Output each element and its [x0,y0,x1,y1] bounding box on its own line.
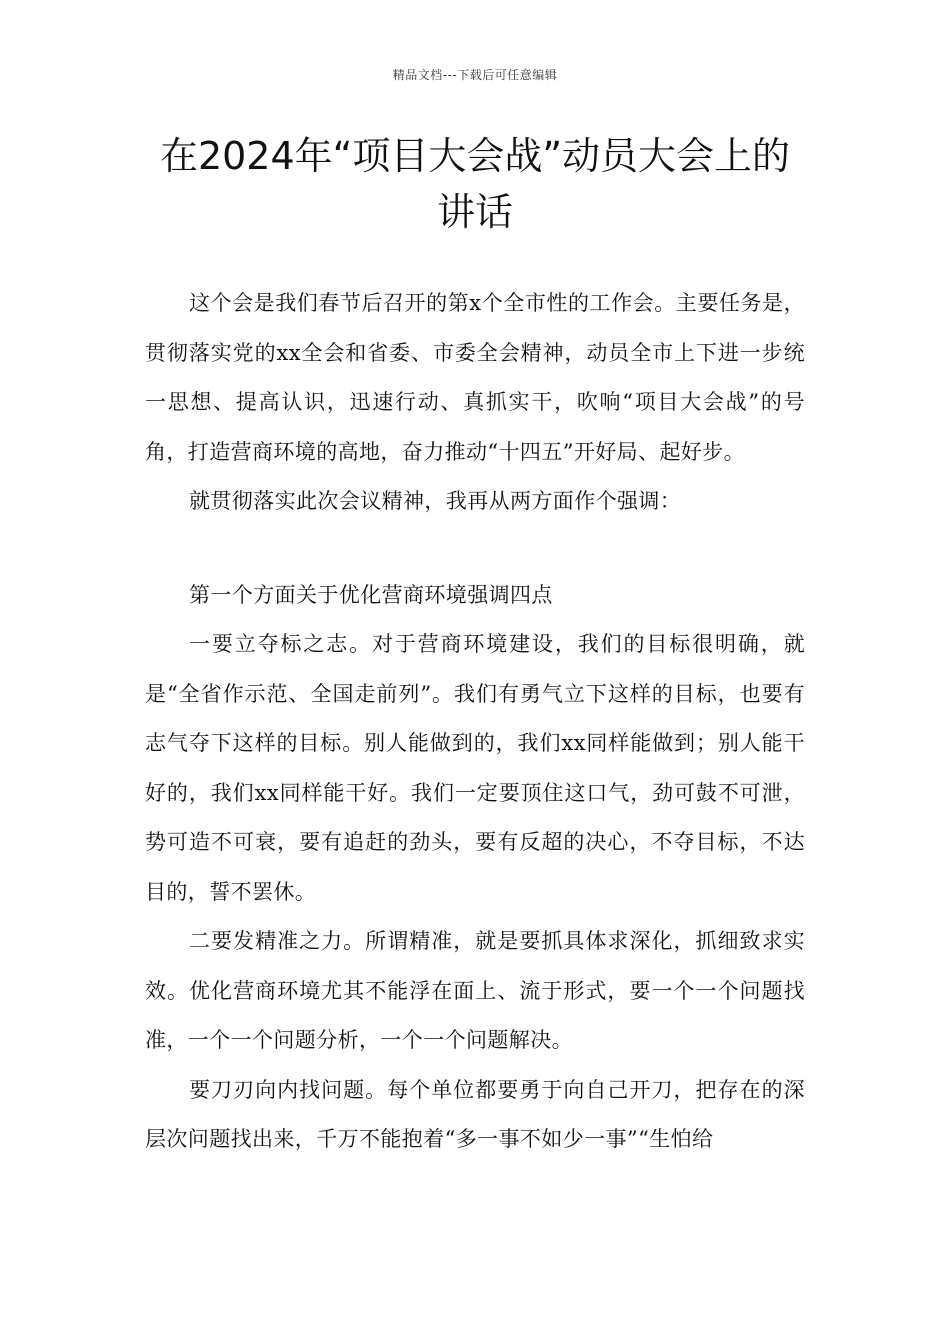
section-spacer [145,527,805,571]
paragraph-emphasis: 就贯彻落实此次会议精神，我再从两方面作个强调： [189,489,682,513]
document-title: 在2024年“项目大会战”动员大会上的讲话 [159,134,791,234]
document-body [145,279,805,1165]
section-heading: 第一个方面关于优化营商环境强调四点 [189,582,553,607]
paragraph-intro: 这个会是我们春节后召开的第x个全市性的工作会。主要任务是，贯彻落实党的xx全会和省委、市委全会精神，动员全市上下进一步统一思想、提高认识，迅速行动、真抓实干，吹响“项目大会战”的号角，打造营商环境的高地，奋力推动“十四五”开好局、起好步。 [145,291,805,464]
header-note: 精品文档---下载后可任意编辑 [392,68,558,82]
paragraph-problems: 要刀刃向内找问题。每个单位都要勇于向自己开刀，把存在的深层次问题找出来，千万不能抱着“多一事不如少一事”“生怕给 [145,1077,805,1151]
paragraph-point-one: 一要立夺标之志。对于营商环境建设，我们的目标很明确，就是“全省作示范、全国走前列”。我们有勇气立下这样的目标，也要有志气夺下这样的目标。别人能做到的，我们xx同样能做到；别人能干好的，我们xx同样能干好。我们一定要顶住这口气，劲可鼓不可泄，势可造不可衰，要有追赶的劲头，要有反超的决心，不夺目标，不达目的，誓不罢休。 [145,632,805,904]
paragraph-point-two: 二要发精准之力。所谓精准，就是要抓具体求深化，抓细致求实效。优化营商环境尤其不能浮在面上、流于形式，要一个一个问题找准，一个一个问题分析，一个一个问题解决。 [145,929,805,1052]
